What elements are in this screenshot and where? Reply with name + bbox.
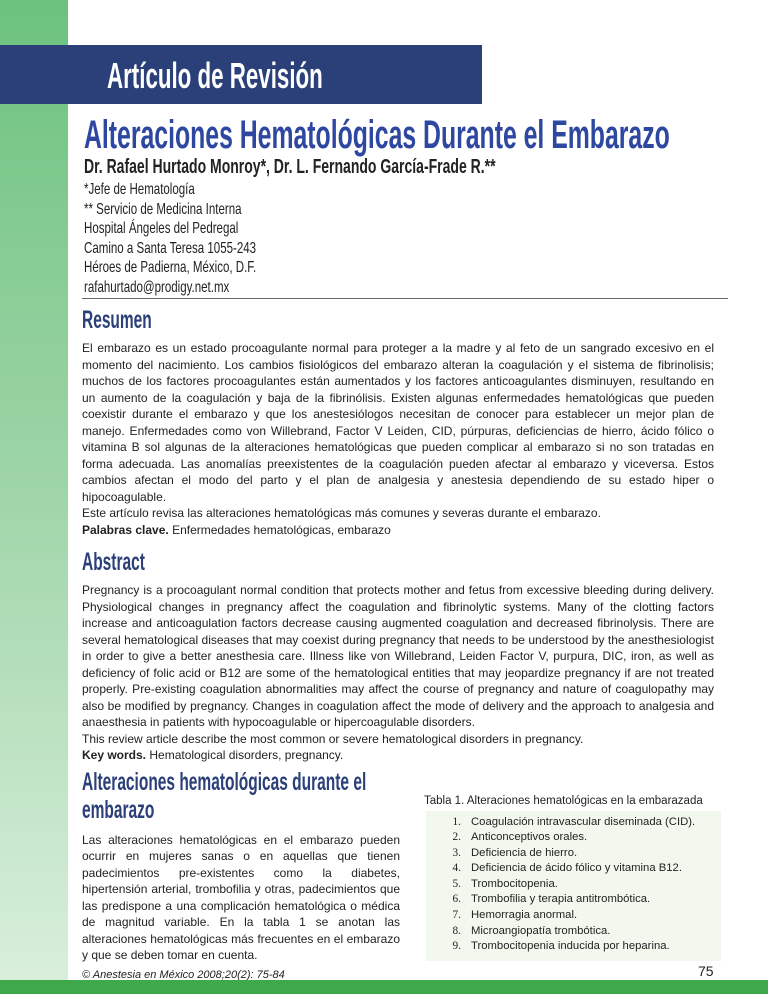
- article-title: Alteraciones Hematológicas Durante el Embarazo: [84, 113, 670, 157]
- item-number: 4.: [452, 862, 461, 875]
- item-text: Anticonceptivos orales.: [471, 831, 588, 844]
- item-number: 2.: [452, 831, 461, 844]
- affiliation-line: Camino a Santa Teresa 1055-243: [84, 239, 257, 257]
- section-body: Las alteraciones hematológicas en el embarazo pueden ocurrir en mujeres sanas o en aquellas que tienen padecimientos pre-existentes como la diabetes, hipertensión arterial, trombofilia y otras, padecimientos que las predispone a una complicación hematológica o médica de magnitud variable. En la tabla 1 se anotan las alteraciones hematológicas más frecuentes en el embarazo y que se deben tomar en cuenta.: [82, 832, 400, 962]
- table-item: [426, 830, 721, 846]
- affiliation-line: ** Servicio de Medicina Interna: [84, 200, 242, 218]
- table-item: [426, 877, 721, 893]
- item-number: 8.: [452, 924, 461, 937]
- bottom-bar: [0, 980, 768, 994]
- banner-label: Artículo de Revisión: [107, 55, 323, 96]
- item-text: Microangiopatía trombótica.: [471, 924, 611, 937]
- item-text: Hemorragia anormal.: [471, 909, 578, 922]
- two-column-section: [82, 768, 714, 982]
- table-caption: Tabla 1. Alteraciones hematológicas en la embarazada: [424, 794, 703, 807]
- table-item: [426, 861, 721, 877]
- item-text: Trombocitopenia.: [471, 877, 558, 890]
- section-heading: Alteraciones hematológicas durante el embarazo: [82, 767, 367, 824]
- authors: Dr. Rafael Hurtado Monroy*, Dr. L. Fernando García-Frade R.**: [84, 156, 496, 178]
- item-text: Coagulación intravascular diseminada (CID).: [471, 815, 696, 828]
- table-item: [426, 892, 721, 908]
- table-item: [426, 908, 721, 924]
- page-number: 75: [698, 963, 714, 979]
- left-column: [82, 768, 400, 982]
- table-item: [426, 815, 721, 831]
- divider: [82, 298, 728, 299]
- right-column: [426, 768, 721, 961]
- email-link[interactable]: rafahurtado@prodigy.net.mx: [84, 278, 230, 296]
- item-text: Deficiencia de ácido fólico y vitamina B12.: [471, 862, 682, 875]
- table-item: [426, 924, 721, 940]
- sidebar-decoration: [0, 0, 68, 980]
- affiliation-line: *Jefe de Hematología: [84, 181, 195, 198]
- table-1: [426, 811, 721, 961]
- citation-footer: © Anestesia en México 2008;20(2): 75-84: [82, 968, 285, 981]
- item-number: 1.: [452, 815, 461, 828]
- affiliation-line: Hospital Ángeles del Pedregal: [84, 220, 239, 237]
- affiliation-line: Héroes de Padierna, México, D.F.: [84, 259, 257, 276]
- affiliation: [84, 180, 323, 297]
- abstract-body: Pregnancy is a procoagulant normal condition that protects mother and fetus from excessive bleeding during delivery. Physiological changes in pregnancy affect the coagulation and fibrinolytic systems. Many of the clotting factors increase and anticoagulation factors decrease causing augmented coagulation and decreased fibrinolysis. There are several hematological diseases that may coexist during pregnancy that needs to be understood by the anesthesiologist in order to give a better anesthesia care. Illness like von Willebrand, Leiden Factor V, purpura, DIC, iron, as well as deficiency of folic acid or B12 are some of the hematological entities that may jeopardize pregnancy if are not treated properly. Pre-existing coagulation abnormalities may affect the course of pregnancy and nature of coagulopathy may also be modified by pregnancy. Changes in coagulation affect the mode of delivery and the approach to analgesia and anaesthesia in patients with hypocoagulable or hipercoagulable disorders. This review article describe the most common or severe hematological disorders in pregnancy. Key words. Hematological disorders, pregnancy.: [82, 583, 714, 762]
- item-number: 3.: [452, 846, 461, 859]
- item-number: 5.: [452, 877, 461, 890]
- item-text: Trombocitopenia inducida por heparina.: [471, 940, 670, 953]
- resumen-heading: Resumen: [82, 306, 152, 334]
- item-number: 6.: [452, 893, 461, 906]
- item-text: Deficiencia de hierro.: [471, 846, 578, 859]
- item-number: 7.: [452, 909, 461, 922]
- item-number: 9.: [452, 940, 461, 953]
- table-item: [426, 939, 721, 955]
- section-banner: [0, 45, 482, 104]
- abstract-heading: Abstract: [82, 548, 145, 576]
- article-body: [82, 306, 714, 982]
- resumen-body: El embarazo es un estado procoagulante normal para proteger a la madre y al feto de un sangrado excesivo en el momento del nacimiento. Los cambios fisiológicos del embarazo alteran la coagulación y el sistema de fibrinolisis; muchos de los factores procoagulantes están aumentados y los factores anticoagulantes disminuyen, resultando en un aumento de la coagulación y baja de la fibrinólisis. Existen algunas enfermedades hematológicas que pueden coexistir durante el embarazo y que los anestesiólogos necesitan de conocer para establecer un mejor plan de manejo. Enfermedades como von Willebrand, Factor V Leiden, CID, púrpuras, deficiencias de hierro, ácido fólico o vitamina B sol algunas de la alteraciones hematológicas que pueden complicar al embarazo si no son tratadas en forma adecuada. Las anomalías preexistentes de la coagulación pueden afectar al embarazo y viceversa. Estos cambios afectan el modo del parto y el plan de analgesia y anestesia dependiendo de su estado hiper o hipocoagulable. Este artículo revisa las alteraciones hematológicas más comunes y severas durante el embarazo. Palabras clave. Enfermedades hematológicas, embarazo: [82, 341, 714, 537]
- item-text: Trombofilia y terapia antitrombótica.: [471, 893, 651, 906]
- table-item: [426, 846, 721, 862]
